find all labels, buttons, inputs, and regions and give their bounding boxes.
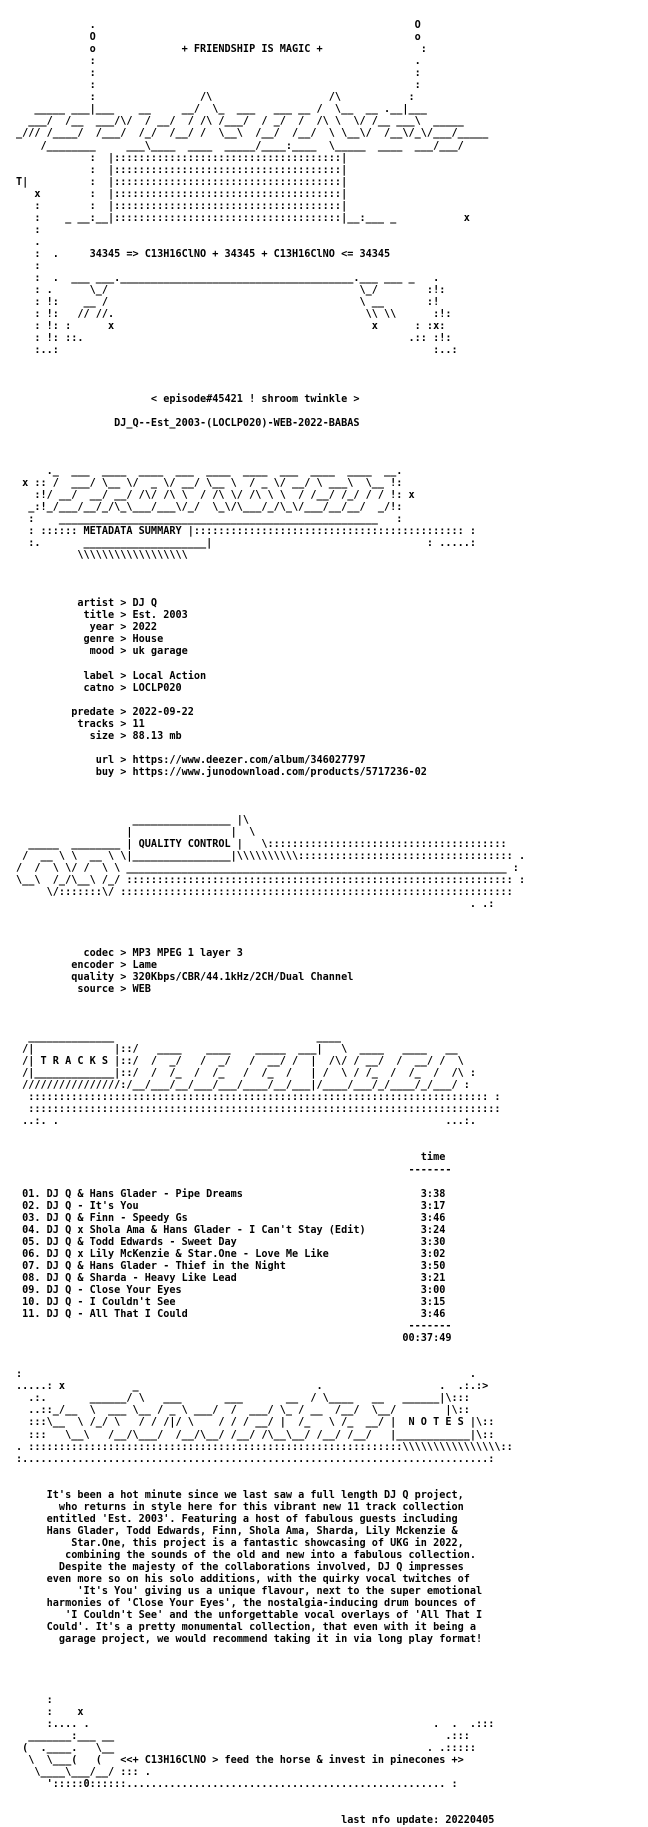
nfo-line: last nfo update: 20220405	[16, 1815, 495, 1827]
nfo-line: catno > LOCLP020	[16, 682, 182, 694]
nfo-line: . :::::::::::::::::::::::::::::::::::::::::::::::::::::::::::::\\\\\\\\\\\\\\\\::	[16, 1441, 513, 1453]
nfo-line: : |:::::::::::::::::::::::::::::::::::::|	[16, 152, 348, 164]
nfo-line: : .	[16, 1369, 477, 1381]
nfo-line: ________________ |\	[16, 815, 250, 827]
nfo-line: : .	[16, 56, 421, 68]
nfo-line: /________ ___\____ ____ _____/____:____ \_____ ____ ___/___/	[16, 140, 464, 152]
nfo-line: title > Est. 2003	[16, 610, 188, 622]
nfo-line: time	[16, 1152, 446, 1164]
nfo-line: genre > House	[16, 634, 164, 646]
nfo-line: 06. DJ Q x Lily McKenzie & Star.One - Love Me Like 3:02	[16, 1248, 446, 1260]
nfo-line: :..: :..:	[16, 345, 458, 357]
nfo-line: :::::::::::::::::::::::::::::::::::::::::::::::::::::::::::::::::::::::::::::	[16, 1104, 501, 1116]
nfo-line: 'I Couldn't See' and the unforgettable vocal overlays of 'All That I	[16, 1610, 483, 1622]
nfo-line: ////////////////:/__/___/__/___/___/____/__/___|/____/___/_/____/_/___/ :	[16, 1080, 470, 1092]
nfo-line: : ____________________________________________________ :	[16, 513, 403, 525]
nfo-line: ..:. . ...:.	[16, 1116, 477, 1128]
nfo-line: /|_____________|::/ / /_ / /_ / /_ / | / \ / /_ / /_ / /\ :	[16, 1068, 477, 1080]
nfo-line: It's been a hot minute since we last saw a full length DJ Q project,	[16, 1489, 464, 1501]
nfo-line: 09. DJ Q - Close Your Eyes 3:00	[16, 1284, 446, 1296]
nfo-line: ':::::0::::::.................................................... :	[16, 1778, 458, 1790]
nfo-line: O o	[16, 32, 421, 44]
nfo-line: /| T R A C K S |::/ / _/ / _/ / __/ / | /\/ / __/ / __/ / \	[16, 1056, 464, 1068]
nfo-line: : . 34345 => C13H16ClNO + 34345 + C13H16ClNO <= 34345	[16, 248, 391, 260]
nfo-line: quality > 320Kbps/CBR/44.1kHz/2CH/Dual Channel	[16, 971, 354, 983]
nfo-line: | | \	[16, 827, 256, 839]
nfo-line: . O	[16, 20, 421, 32]
nfo-line: buy > https://www.junodownload.com/products/5717236-02	[16, 766, 427, 778]
nfo-line: : !: // //. \\ \\ :!:	[16, 309, 452, 321]
nfo-line: \/:::::::\/ ::::::::::::::::::::::::::::::::::::::::::::::::::::::::::::::::	[16, 887, 513, 899]
nfo-line: 04. DJ Q x Shola Ama & Hans Glader - I Can't Stay (Edit) 3:24	[16, 1224, 446, 1236]
nfo-line: Star.One, this project is a fantastic showcasing of UKG in 2022,	[16, 1537, 464, 1549]
nfo-line: :.... . . . .:::	[16, 1718, 495, 1730]
nfo-line: Could'. It's a pretty monumental collection, that even with it being a	[16, 1622, 477, 1634]
nfo-line: 07. DJ Q & Hans Glader - Thief in the Night 3:50	[16, 1260, 446, 1272]
nfo-line: :	[16, 1694, 53, 1706]
nfo-line: ::::::::::::::::::::::::::::::::::::::::::::::::::::::::::::::::::::::::::: :	[16, 1092, 501, 1104]
nfo-line: :	[16, 224, 41, 236]
nfo-line: Hans Glader, Todd Edwards, Finn, Shola Ama, Sharda, Lily Mckenzie &	[16, 1525, 458, 1537]
nfo-line: :	[16, 260, 41, 272]
nfo-line: even more so on his solo additions, with the quirky vocal twitches of	[16, 1574, 470, 1586]
nfo-line: < episode#45421 ! shroom twinkle >	[16, 393, 360, 405]
nfo-line: .	[16, 236, 41, 248]
nfo-line: \__\ /_/\__\ /_/ ::::::::::::::::::::::::::::::::::::::::::::::::::::::::::::::: :	[16, 875, 526, 887]
nfo-line: x :: / ___/ \__ \/ _ \/ __/ \__ \ / _ \/ __/ \ ___\ \__ !:	[16, 477, 403, 489]
nfo-line: ( .____. \__ . .:::::	[16, 1742, 477, 1754]
nfo-line: entitled 'Est. 2003'. Featuring a host of fabulous guests including	[16, 1513, 458, 1525]
nfo-line: : : |:::::::::::::::::::::::::::::::::::::|	[16, 200, 348, 212]
nfo-line: ___/ /__ ___/\/ / __/ / /\ /___/ / _/ / /\ \ \/ /__ ___\ _____	[16, 116, 464, 128]
nfo-line: ::: \__\ /__/\___/ /__/\__/ /__/ /\__\__/ /__/ /__/ |____________|\::	[16, 1429, 495, 1441]
nfo-line: .:. ______/ \ ___ ___ __ / \____ __ ______|\:::	[16, 1393, 470, 1405]
nfo-line: _/// /____/ /___/ /_/ /__/ / \__\ /__/ /__/ \ \__\/ /__\/_\/___/_____	[16, 128, 489, 140]
nfo-line: predate > 2022-09-22	[16, 706, 194, 718]
nfo-line: :!/ __/ __/ __/ /\/ /\ \ / /\ \/ /\ \ \ / /__/ /_/ / / !: x	[16, 489, 415, 501]
nfo-line: x : |:::::::::::::::::::::::::::::::::::::|	[16, 188, 348, 200]
nfo-line: ._ ___ ____ ____ ___ ____ ____ ___ ____ ____ __.	[16, 465, 403, 477]
nfo-line: _:!_/___/__/_/\_\___/___\/_/ \_\/\___/_/\_\/___/__/__/ _/!:	[16, 501, 403, 513]
nfo-line: encoder > Lame	[16, 959, 158, 971]
nfo-line: \ \___( ( <<+ C13H16ClNO > feed the horse & invest in pinecones +>	[16, 1754, 464, 1766]
nfo-line: .....: x _ . . .:.:>	[16, 1381, 489, 1393]
nfo-line: :............................................................................:	[16, 1453, 495, 1465]
nfo-line: : /\ /\ :	[16, 92, 415, 104]
nfo-line: :. ____________________| : .....:	[16, 538, 477, 550]
nfo-line: ______________ ____	[16, 1031, 342, 1043]
nfo-line: label > Local Action	[16, 670, 207, 682]
nfo-line: 10. DJ Q - I Couldn't See 3:15	[16, 1297, 446, 1309]
nfo-line: / __ \ \ __ \ \|________________|\\\\\\\\\\::::::::::::::::::::::::::::::::::: .	[16, 851, 526, 863]
nfo-line: -------	[16, 1321, 452, 1333]
nfo-line: : . ___ ___.______________________________________.___ ___ _ .	[16, 273, 440, 285]
nfo-line: : _ __:__|:::::::::::::::::::::::::::::::::::::|__:___ _ x	[16, 212, 470, 224]
nfo-line: _____ ___|___ __ __/ \_ ___ ___ __ / \__ __ .__|___	[16, 104, 427, 116]
nfo-line: url > https://www.deezer.com/album/346027797	[16, 754, 366, 766]
nfo-line: combining the sounds of the old and new into a fabulous collection.	[16, 1550, 477, 1561]
nfo-line: _____ ________ | QUALITY CONTROL | \:::::::::::::::::::::::::::::::::::::::	[16, 839, 507, 851]
nfo-line: : x	[16, 1706, 84, 1718]
nfo-line: : :::::: METADATA SUMMARY |:::::::::::::::::::::::::::::::::::::::::::: :	[16, 526, 477, 538]
nfo-line: \\\\\\\\\\\\\\\\\\	[16, 550, 188, 562]
nfo-line: o + FRIENDSHIP IS MAGIC + :	[16, 44, 427, 56]
nfo-line: / / \ \/ / \ \ ______________________________________________________________ :	[16, 863, 519, 875]
nfo-line: artist > DJ Q	[16, 598, 158, 610]
nfo-line: 05. DJ Q & Todd Edwards - Sweet Day 3:30	[16, 1236, 446, 1248]
nfo-line: T| : |:::::::::::::::::::::::::::::::::::::|	[16, 176, 348, 188]
nfo-line: :::\__ \ /_/ \ / / /|/ \ / / / __/ | /_ \ /_ __/ | N O T E S |\::	[16, 1417, 495, 1429]
nfo-line: who returns in style here for this vibrant new 11 track collection	[16, 1501, 464, 1513]
nfo-line: -------	[16, 1164, 452, 1176]
nfo-line: : !: : x x : :x:	[16, 321, 446, 333]
nfo-line: source > WEB	[16, 983, 151, 995]
nfo-line: : :	[16, 80, 421, 92]
nfo-line: . .:	[16, 899, 495, 911]
nfo-line: \____\___/__/ ::: .	[16, 1766, 151, 1778]
nfo-line: 00:37:49	[16, 1333, 452, 1345]
nfo-line: : |:::::::::::::::::::::::::::::::::::::|	[16, 164, 348, 176]
nfo-line: /| |::/ ____ ____ _____ ___| \ ____ ____ __	[16, 1044, 458, 1056]
nfo-line: ..::_/__ \ ___ \__ / _ \ ___/ / ___/ \_ / __ /__/ \__/ |\::	[16, 1405, 470, 1417]
nfo-line: Despite the majesty of the collaborations involved, DJ Q impresses	[16, 1562, 464, 1574]
nfo-line: garage project, we would recommend taking it in via long play format!	[16, 1634, 483, 1646]
nfo-line: 11. DJ Q - All That I Could 3:46	[16, 1309, 446, 1321]
nfo-line: : :	[16, 68, 421, 80]
nfo-line: : . \_/ \_/ :!:	[16, 285, 446, 297]
nfo-line: 02. DJ Q - It's You 3:17	[16, 1200, 446, 1212]
nfo-line: harmonies of 'Close Your Eyes', the nostalgia-inducing drum bounces of	[16, 1598, 477, 1610]
nfo-line: 03. DJ Q & Finn - Speedy Gs 3:46	[16, 1212, 446, 1224]
nfo-line: 01. DJ Q & Hans Glader - Pipe Dreams 3:38	[16, 1188, 446, 1200]
nfo-line: DJ_Q--Est_2003-(LOCLP020)-WEB-2022-BABAS	[16, 417, 360, 429]
nfo-line: : !: ::. .:: :!:	[16, 333, 452, 345]
nfo-line: : !: __ / \ __ :!	[16, 297, 440, 309]
nfo-line: size > 88.13 mb	[16, 730, 182, 742]
nfo-line: year > 2022	[16, 622, 158, 634]
nfo-line: codec > MP3 MPEG 1 layer 3	[16, 947, 243, 959]
nfo-line: _______:___ __ .:::	[16, 1730, 470, 1742]
nfo-line: tracks > 11	[16, 718, 145, 730]
nfo-line: 08. DJ Q & Sharda - Heavy Like Lead 3:21	[16, 1272, 446, 1284]
nfo-line: mood > uk garage	[16, 646, 188, 658]
nfo-line: 'It's You' giving us a unique flavour, next to the super emotional	[16, 1586, 483, 1598]
